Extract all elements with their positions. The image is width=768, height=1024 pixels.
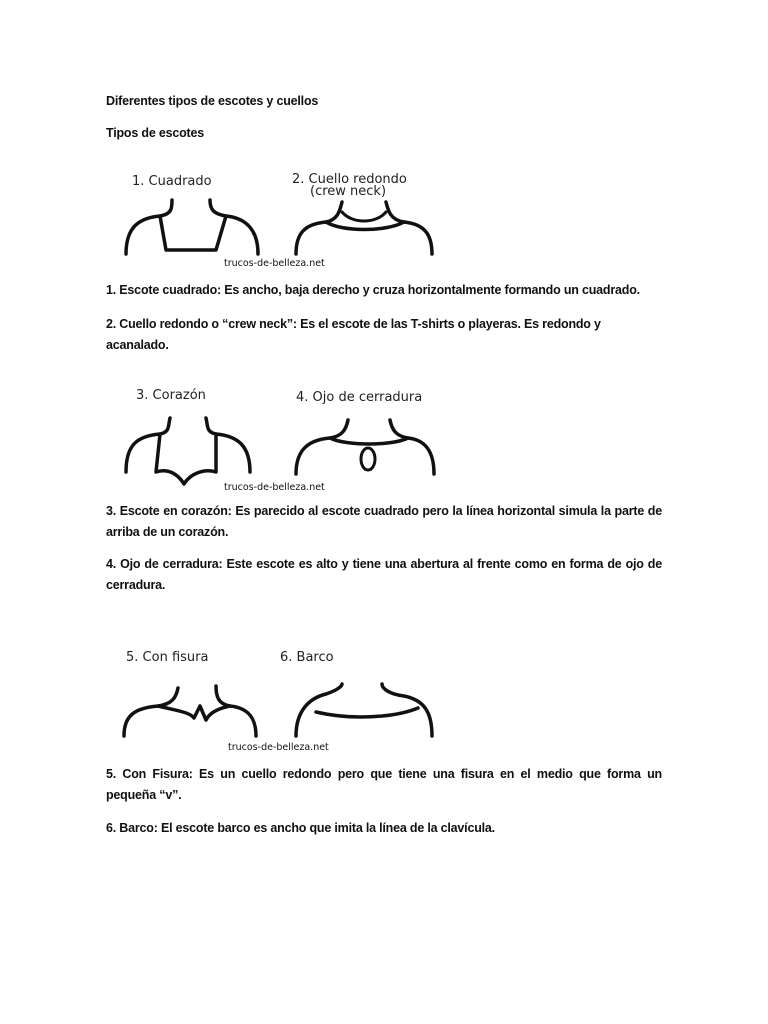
label-cuadrado: 1. Cuadrado: [132, 174, 212, 189]
paragraph-6: 6. Barco: El escote barco es ancho que imita la línea de la clavícula.: [106, 821, 495, 835]
boat-neckline: [316, 708, 418, 717]
paragraph-5: 5. Con Fisura: Es un cuello redondo pero que tiene una fisura en el medio que forma un pequeña “v”.: [106, 767, 662, 802]
label-ojo-cerradura: 4. Ojo de cerradura: [296, 390, 423, 405]
shoulder-left-6: [296, 684, 342, 736]
watermark-2: trucos-de-belleza.net: [224, 482, 325, 493]
document-title: Diferentes tipos de escotes y cuellos: [106, 94, 319, 108]
label-corazon: 3. Corazón: [136, 388, 206, 403]
watermark-1: trucos-de-belleza.net: [224, 258, 325, 269]
split-neckline: [158, 706, 230, 720]
square-neckline: [160, 216, 226, 250]
shoulder-left-3: [126, 418, 170, 472]
shoulder-left-2: [296, 202, 342, 254]
label-crew-neck: (crew neck): [310, 184, 387, 199]
label-cuello-redondo: 2. Cuello redondo: [292, 172, 407, 187]
shoulder-right-3: [206, 418, 250, 472]
figure-cuadrado-crew-neck: [120, 168, 440, 274]
shoulder-left-5: [124, 688, 178, 736]
crew-neck-inner: [342, 212, 386, 221]
watermark-3: trucos-de-belleza.net: [228, 742, 329, 753]
figure-fisura-barco: [120, 646, 440, 756]
section-heading: Tipos de escotes: [106, 126, 204, 140]
figure-corazon-ojo-cerradura: [120, 384, 440, 496]
paragraph-2: 2. Cuello redondo o “crew neck”: Es el escote de las T-shirts o playeras. Es redondo y acanalado.: [106, 317, 601, 352]
paragraph-4: 4. Ojo de cerradura: Este escote es alto y tiene una abertura al frente como en forma de ojo de cerradura.: [106, 557, 662, 592]
crew-neck-outer: [326, 222, 404, 230]
shoulder-right-5: [216, 686, 256, 736]
label-barco: 6. Barco: [280, 650, 334, 665]
heart-neckline: [156, 434, 216, 484]
keyhole-collar: [330, 438, 408, 444]
paragraph-1: 1. Escote cuadrado: Es ancho, baja derecho y cruza horizontalmente formando un cuadrado.: [106, 283, 640, 297]
keyhole-opening: [361, 448, 375, 470]
shoulder-right-4: [390, 420, 434, 474]
shoulder-left-4: [296, 420, 348, 474]
label-con-fisura: 5. Con fisura: [126, 650, 209, 665]
paragraph-3: 3. Escote en corazón: Es parecido al escote cuadrado pero la línea horizontal simula la parte de arriba de un corazón.: [106, 504, 662, 539]
